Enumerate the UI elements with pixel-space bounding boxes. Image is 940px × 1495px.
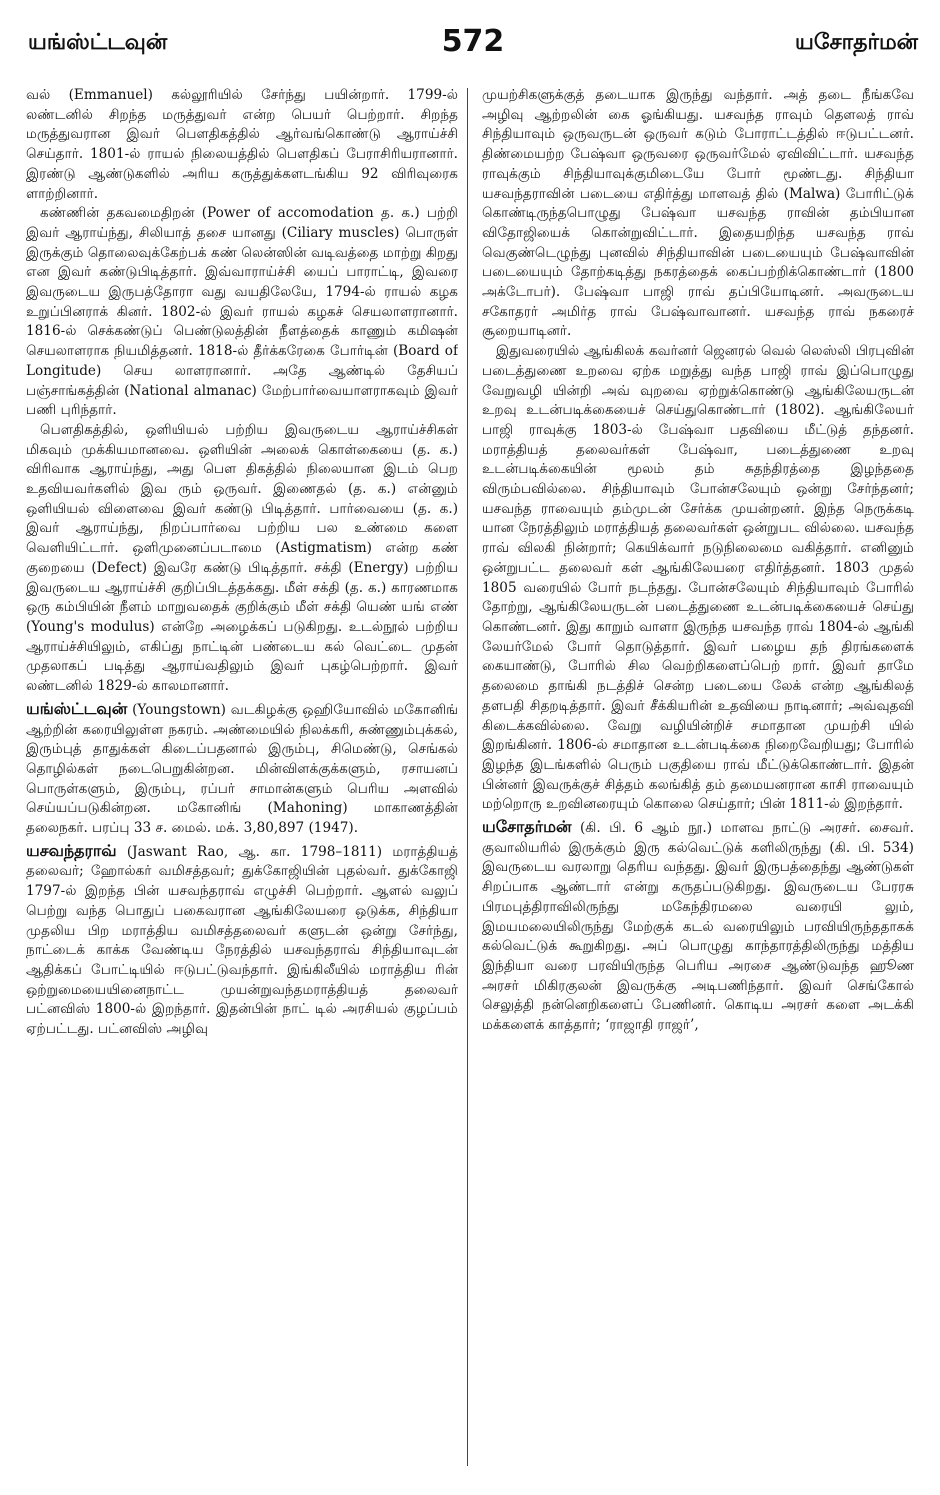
- paragraph: பௌதிகத்தில், ஒளியியல் பற்றிய இவருடைய ஆராய்ச்சிகள் மிகவும் முக்கியமானவை. ஒளியின் அலைக் கொள்கையை (த. க.) விரிவாக ஆராய்ந்து, அது பௌ திகத்தில் நிலையான இடம் பெற உதவியவர்களில் இவ ரும் ஒருவர். இணைதல் (த. க.) என்னும் ஒளியியல் விளைவை இவர் கண்டு பிடித்தார். பார்வையை (த. க.) இவர் ஆராய்ந்து, நிறப்பார்வை பற்றிய பல உண்மை களை வெளியிட்டார். ஒளிமுனைப்படாமை (Astigmatism) என்ற கண் குறையை (Defect) இவரே கண்டு பிடித்தார். சக்தி (Energy) பற்றிய இவருடைய ஆராய்ச்சி குறிப்பிடத்தக்கது. மீள் சக்தி (த. க.) காரணமாக ஒரு கம்பியின் நீளம் மாறுவதைக் குறிக்கும் மீள் சக்தி யெண் யங் எண் (Young's modulus) என்றே அழைக்கப் படுகிறது. உடல்நூல் பற்றிய ஆராய்ச்சியிலும், எகிப்து நாட்டின் பண்டைய கல் வெட்டை முதன் முதலாகப் படித்து ஆராய்வதிலும் இவர் புகழ்பெற்றார். இவர் லண்டனில் 1829-ல் காலமானார்.: [26, 421, 458, 695]
- left-column: [26, 86, 458, 1466]
- right-column: [482, 86, 914, 1466]
- entry-youngstown: [26, 699, 458, 839]
- page-number: 572: [441, 24, 505, 59]
- paragraph: இதுவரையில் ஆங்கிலக் கவர்னர் ஜெனரல் வெல் லெஸ்லி பிரபுவின் படைத்துணை உறவை ஏற்க மறுத்து வந்த பாஜி ராவ் இப்பொழுது வேறுவழி யின்றி அவ் வுறவை ஏற்றுக்கொண்டு ஆங்கிலேயருடன் உறவு உடன்படிக்கையைச் செய்துகொண்டார் (1802). ஆங்கிலேயர் பாஜி ராவுக்கு 1803-ல் பேஷ்வா பதவியை மீட்டுத் தந்தனர். மராத்தியத் தலைவர்கள் பேஷ்வா, படைத்துணை உறவு உடன்படிக்கையின் மூலம் தம் சுதந்திரத்தை இழந்ததை விரும்பவில்லை. சிந்தியாவும் போன்சலேயும் ஒன்று சேர்ந்தனர்; யசவந்த ராவையும் தம்முடன் சேர்க்க முயன்றனர். இந்த நெருக்கடி யான நேரத்திலும் மராத்தியத் தலைவர்கள் ஒன்றுபட வில்லை. யசவந்த ராவ் விலகி நின்றார்; கெயிக்வார் நடுநிலைமை வகித்தார். எனினும் ஒன்றுபட்ட தலைவர் கள் ஆங்கிலேயரை எதிர்த்தனர். 1803 முதல் 1805 வரையில் போர் நடந்தது. போன்சலேயும் சிந்தியாவும் போரில் தோற்று, ஆங்கிலேயருடன் படைத்துணை உடன்படிக்கையைச் செய்து கொண்டனர். இது காறும் வாளா இருந்த யசவந்த ராவ் 1804-ல் ஆங்கி லேயர்மேல் போர் தொடுத்தார். இவர் பழைய தந் திரங்களைக் கையாண்டு, போரில் சில வெற்றிகளைப்பெற் றார். இவர் தாமே தலைமை தாங்கி நடத்திச் சென்ற படையை லேக் என்ற ஆங்கிலத் தளபதி சிதறடித்தார். இவர் சீக்கியரின் உதவியை நாடினார்; அவ்வுதவி கிடைக்கவில்லை. வேறு வழியின்றிச் சமாதான முயற்சி யில் இறங்கினர். 1806-ல் சமாதான உடன்படிக்கை நிறைவேறியது; போரில் இழந்த இடங்களில் பெரும் பகுதியை ராவ் மீட்டுக்கொண்டார். இதன் பின்னர் இவருக்குச் சித்தம் கலங்கித் தம் தமையனரான காசி ராவையும் மற்றொரு உறவினரையும் கொலை செய்தார்; பின் 1811-ல் இறந்தார்.: [482, 343, 914, 813]
- entry-headword: யசோதர்மன்: [482, 817, 572, 837]
- paragraph: முயற்சிகளுக்குத் தடையாக இருந்து வந்தார். அத் தடை நீங்கவே அழிவு ஆற்றலின் கை ஓங்கியது. யசவந்த ராவும் தௌலத் ராவ் சிந்தியாவும் ஒருவருடன் ஒருவர் கடும் போராட்டத்தில் ஈடுபட்டனர். திண்மையற்ற பேஷ்வா ஒருவரை ஒருவர்மேல் ஏவிவிட்டார். யசவந்த ராவுக்கும் சிந்தியாவுக்குமிடையே போர் மூண்டது. சிந்தியா யசவந்தராவின் படையை எதிர்த்து மாளவத் தில் (Malwa) போரிட்டுக் கொண்டிருந்தபொழுது பேஷ்வா யசவந்த ராவின் தம்பியான விதோஜியைக் கொன்றுவிட்டார். இதையறிந்த யசவந்த ராவ் வெகுண்டெழுந்து புனவில் சிந்தியாவின் படையையும் பேஷ்வாவின் படையையும் தோற்கடித்து நகரத்தைக் கைப்பற்றிக்கொண்டார் (1800 அக்டோபர்). பேஷ்வா பாஜி ராவ் தப்பியோடினர். அவருடைய சகோதரர் அமிர்த ராவ் பேஷ்வாவானர். யசவந்த ராவ் நகரைச் சூறையாடினர்.: [482, 87, 914, 340]
- entry-body: (கி. பி. 6 ஆம் நூ.) மாளவ நாட்டு அரசர். சைவர். குவாலியரில் இருக்கும் இரு கல்வெட்டுக் களிலிருந்து (கி. பி. 534) இவருடைய வரலாறு தெரிய வந்தது. இவர் இருபத்தைந்து ஆண்டுகள் சிறப்பாக ஆண்டார் என்று கருதப்படுகிறது. இவருடைய பேரரசு பிரமபுத்திராவிலிருந்து மகேந்திரமலை வரையி லும், இமயமலையிலிருந்து மேற்குக் கடல் வரையிலும் பரவியிருந்ததாகக் கல்வெட்டுக் கூறுகிறது. அப் பொழுது காந்தாரத்திலிருந்து மத்திய இந்தியா வரை பரவியிருந்த பெரிய அரசை ஆண்டுவந்த ஹூண அரசர் மிகிரகுலன் இவருக்கு அடிபணிந்தார். இவர் செங்கோல் செலுத்தி நன்னெறிகளைப் பேணினர். கொடிய அரசர் களை அடக்கி மக்களைக் காத்தார்; ‘ராஜாதி ராஜர்’,: [482, 820, 914, 1034]
- entry-headword: யசவந்தராவ்: [26, 840, 117, 860]
- column-divider: [467, 88, 468, 1466]
- paragraph: வல் (Emmanuel) கல்லூரியில் சேர்ந்து பயின்றார். 1799-ல் லண்டனில் சிறந்த மருத்துவர் என்ற பெயர் பெற்றார். சிறந்த மருத்துவரான இவர் பௌதிகத்தில் ஆர்வங்கொண்டு ஆராய்ச்சி செய்தார். 1801-ல் ராயல் நிலையத்தில் பௌதிகப் பேராசிரியரானார். இரண்டு ஆண்டுகளில் அரிய கருத்துக்களடங்கிய 92 விரிவுரைக ளாற்றினார்.: [26, 87, 458, 202]
- page-header: [28, 20, 918, 64]
- paragraph: கண்ணின் தகவமைதிறன் (Power of accomodation த. க.) பற்றி இவர் ஆராய்ந்து, சிலியாத் தசை யானது (Ciliary muscles) பொருள் இருக்கும் தொலைவுக்கேற்பக் கண் லென்ஸின் வடிவத்தை மாற்று கிறது என இவர் கண்டுபிடித்தார். இவ்வாராய்ச்சி யைப் பாராட்டி, இவரை இவருடைய இருபத்தோரா வது வயதிலேயே, 1794-ல் ராயல் கழக உறுப்பினராக் கினர். 1802-ல் இவர் ராயல் கழகச் செயலாளரானார். 1816-ல் செக்கண்டுப் பெண்டுலத்தின் நீளத்தைக் காணும் கமிஷன் செயலாளராக நியமித்தனர். 1818-ல் தீர்க்கரேகை போர்டின் (Board of Longitude) செய லாளரானார். அதே ஆண்டில் தேசியப் பஞ்சாங்கத்தின் (National almanac) மேற்பார்வையாளராகவும் இவர் பணி புரிந்தார்.: [26, 205, 458, 419]
- right-guide-word: யசோதர்மன்: [794, 30, 918, 55]
- left-guide-word: யங்ஸ்ட்டவுன்: [28, 30, 168, 55]
- entry-jaswant-rao: [26, 841, 458, 1040]
- entry-yasodharman: [482, 817, 914, 1036]
- entry-headword: யங்ஸ்ட்டவுன்: [26, 698, 128, 718]
- entry-body: (Jaswant Rao, ஆ. கா. 1798–1811) மராத்தியத் தலைவர்; ஹோல்கர் வமிசத்தவர்; துக்கோஜியின் புதல்வர். துக்கோஜி 1797-ல் இறந்த பின் யசவந்தராவ் எழுச்சி பெற்றார். ஆளல் வலுப் பெற்று வந்த பொதுப் பகைவரான ஆங்கிலேயரை ஒடுக்க, சிந்தியா முதலிய பிற மராத்திய வமிசத்தலைவர் களுடன் ஒன்று சேர்ந்து, நாட்டைக் காக்க வேண்டிய நேரத்தில் யசவந்தராவ் சிந்தியாவுடன் ஆதிக்கப் போட்டியில் ஈடுபட்டுவந்தார். இங்கிலீயில் மராத்திய ரின் ஒற்றுமையையினைநாட்ட முயன்றுவந்தமராத்தியத் தலைவர் பட்னவிஸ் 1800-ல் இறந்தார். இதன்பின் நாட் டில் அரசியல் குழப்பம் ஏற்பட்டது. பட்னவிஸ் அழிவு: [26, 843, 458, 1038]
- entry-body: (Youngstown) வடகிழக்கு ஒஹியோவில் மகோனிங் ஆற்றின் கரையிலுள்ள நகரம். அண்மையில் நிலக்கரி, சுண்ணும்புக்கல், இரும்புத் தாதுக்கள் கிடைப்பதனால் இரும்பு, சிமெண்டு, செங்கல் தொழில்கள் நடைபெறுகின்றன. மின்விளக்குக்களும், ரசாயனப் பொருள்களும், இரும்பு, ரப்பர் சாமான்களும் பெரிய அளவில் செய்யப்படுகின்றன. மகோனிங் (Mahoning) மாகாணத்தின் தலைநகர். பரப்பு 33 ச. மைல். மக். 3,80,897 (1947).: [26, 701, 458, 837]
